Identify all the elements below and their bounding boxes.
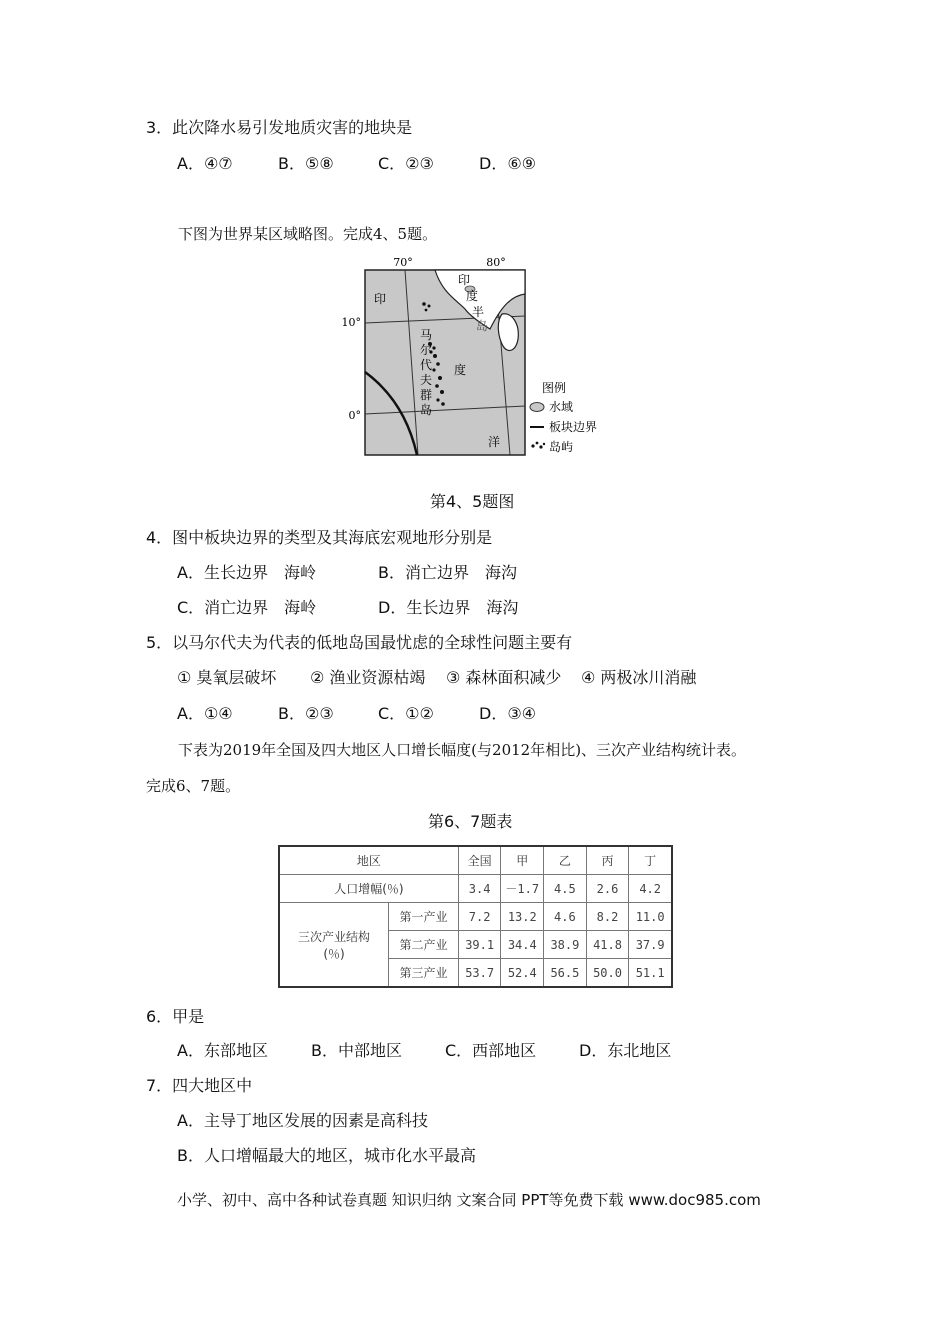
legend-boundary-label: 板块边界 — [549, 420, 598, 434]
q5-option-b: B．②③ — [278, 704, 334, 723]
data-cell: 39.1 — [458, 931, 501, 959]
q5-item-4: ④ 两极冰川消融 — [581, 668, 697, 687]
intro-q4-q5: 下图为世界某区域略图。完成4、5题。 — [178, 225, 438, 243]
q3-stem: 3．此次降水易引发地质灾害的地块是 — [146, 118, 413, 137]
legend-water-icon — [530, 403, 544, 412]
ocean-char-1: 印 — [374, 292, 387, 306]
data-cell: 11.0 — [629, 903, 672, 931]
q6-option-d: D．东北地区 — [579, 1041, 672, 1060]
india-char-1: 印 — [458, 273, 471, 287]
data-cell: 8.2 — [586, 903, 629, 931]
legend-water-label: 水域 — [549, 400, 574, 414]
lon-80-label: 80° — [486, 256, 506, 269]
lon-70-label: 70° — [393, 256, 413, 269]
industry-label-line2: (％) — [323, 946, 345, 961]
pop-cell: 4.2 — [629, 875, 672, 903]
table-row-population — [279, 875, 672, 903]
q7-option-a: A．主导丁地区发展的因素是高科技 — [177, 1111, 428, 1130]
q5-item-1: ① 臭氧层破坏 — [177, 668, 277, 687]
data-cell: 7.2 — [458, 903, 501, 931]
data-cell: 41.8 — [586, 931, 629, 959]
data-cell: 38.9 — [544, 931, 587, 959]
q6-stem: 6．甲是 — [146, 1007, 205, 1026]
industry-label — [279, 903, 389, 988]
lat-0-label: 0° — [348, 409, 361, 422]
pop-cell: －1.7 — [501, 875, 544, 903]
data-cell: 52.4 — [501, 959, 544, 988]
maldives-char-2: 尔 — [420, 343, 433, 357]
stats-table — [278, 845, 673, 988]
footer-text: 小学、初中、高中各种试卷真题 知识归纳 文案合同 PPT等免费下载 www.doc985.com — [177, 1191, 761, 1209]
q4-option-d: D．生长边界 海沟 — [378, 598, 519, 617]
legend-title: 图例 — [542, 381, 567, 395]
data-cell: 50.0 — [586, 959, 629, 988]
q6-option-a: A．东部地区 — [177, 1041, 268, 1060]
header-col: 乙 — [544, 846, 587, 875]
q3-option-d: D．⑥⑨ — [479, 154, 537, 173]
q5-option-c: C．①② — [378, 704, 434, 723]
pop-cell: 2.6 — [586, 875, 629, 903]
q7-option-b: B．人口增幅最大的地区，城市化水平最高 — [177, 1146, 476, 1165]
q7-stem: 7．四大地区中 — [146, 1076, 253, 1095]
intro-q6-q7-line2: 完成6、7题。 — [146, 777, 241, 795]
data-cell: 53.7 — [458, 959, 501, 988]
q5-option-a: A．①④ — [177, 704, 233, 723]
q3-option-a: A．④⑦ — [177, 154, 233, 173]
q6-option-c: C．西部地区 — [445, 1041, 537, 1060]
data-cell: 56.5 — [544, 959, 587, 988]
header-col: 甲 — [501, 846, 544, 875]
figure-caption: 第4、5题图 — [430, 492, 515, 511]
header-col: 丁 — [629, 846, 672, 875]
industry-label-line1: 三次产业结构 — [298, 929, 371, 944]
data-cell: 51.1 — [629, 959, 672, 988]
ocean-char-2: 度 — [454, 363, 467, 377]
row-name: 第二产业 — [389, 931, 459, 959]
pop-label: 人口增幅(％) — [279, 875, 458, 903]
intro-q6-q7-line1: 下表为2019年全国及四大地区人口增长幅度(与2012年相比)、三次产业结构统计表。 — [178, 741, 747, 759]
q5-item-2: ② 渔业资源枯竭 — [310, 668, 426, 687]
pop-cell: 4.5 — [544, 875, 587, 903]
pop-cell: 3.4 — [458, 875, 501, 903]
india-char-4: 岛 — [476, 319, 489, 333]
legend-island-label: 岛屿 — [549, 440, 574, 454]
q5-item-3: ③ 森林面积减少 — [446, 668, 562, 687]
q4-option-c: C．消亡边界 海岭 — [177, 598, 317, 617]
maldives-char-6: 岛 — [420, 403, 433, 417]
data-cell: 37.9 — [629, 931, 672, 959]
q5-option-d: D．③④ — [479, 704, 537, 723]
q4-option-a: A．生长边界 海岭 — [177, 563, 316, 582]
q4-stem: 4．图中板块边界的类型及其海底宏观地形分别是 — [146, 528, 493, 547]
row-name: 第一产业 — [389, 903, 459, 931]
region-map — [330, 254, 620, 464]
ocean-char-3: 洋 — [488, 435, 501, 449]
header-col: 全国 — [458, 846, 501, 875]
india-char-2: 度 — [466, 289, 479, 303]
q3-option-b: B．⑤⑧ — [278, 154, 334, 173]
data-cell: 4.6 — [544, 903, 587, 931]
lat-10-label: 10° — [341, 316, 361, 329]
table-row-primary — [279, 903, 672, 931]
row-name: 第三产业 — [389, 959, 459, 988]
maldives-char-3: 代 — [420, 358, 433, 372]
q4-option-b: B．消亡边界 海沟 — [378, 563, 517, 582]
q5-stem: 5．以马尔代夫为代表的低地岛国最忧虑的全球性问题主要有 — [146, 633, 573, 652]
q6-option-b: B．中部地区 — [311, 1041, 402, 1060]
maldives-char-1: 马 — [420, 328, 433, 342]
header-col: 丙 — [586, 846, 629, 875]
table-header-row — [279, 846, 672, 875]
q3-option-c: C．②③ — [378, 154, 434, 173]
maldives-char-4: 夫 — [420, 373, 433, 387]
data-cell: 34.4 — [501, 931, 544, 959]
india-char-3: 半 — [472, 305, 485, 319]
table-caption: 第6、7题表 — [428, 812, 513, 831]
data-cell: 13.2 — [501, 903, 544, 931]
maldives-char-5: 群 — [420, 388, 433, 402]
legend-island-icon — [531, 442, 545, 449]
header-region: 地区 — [279, 846, 458, 875]
